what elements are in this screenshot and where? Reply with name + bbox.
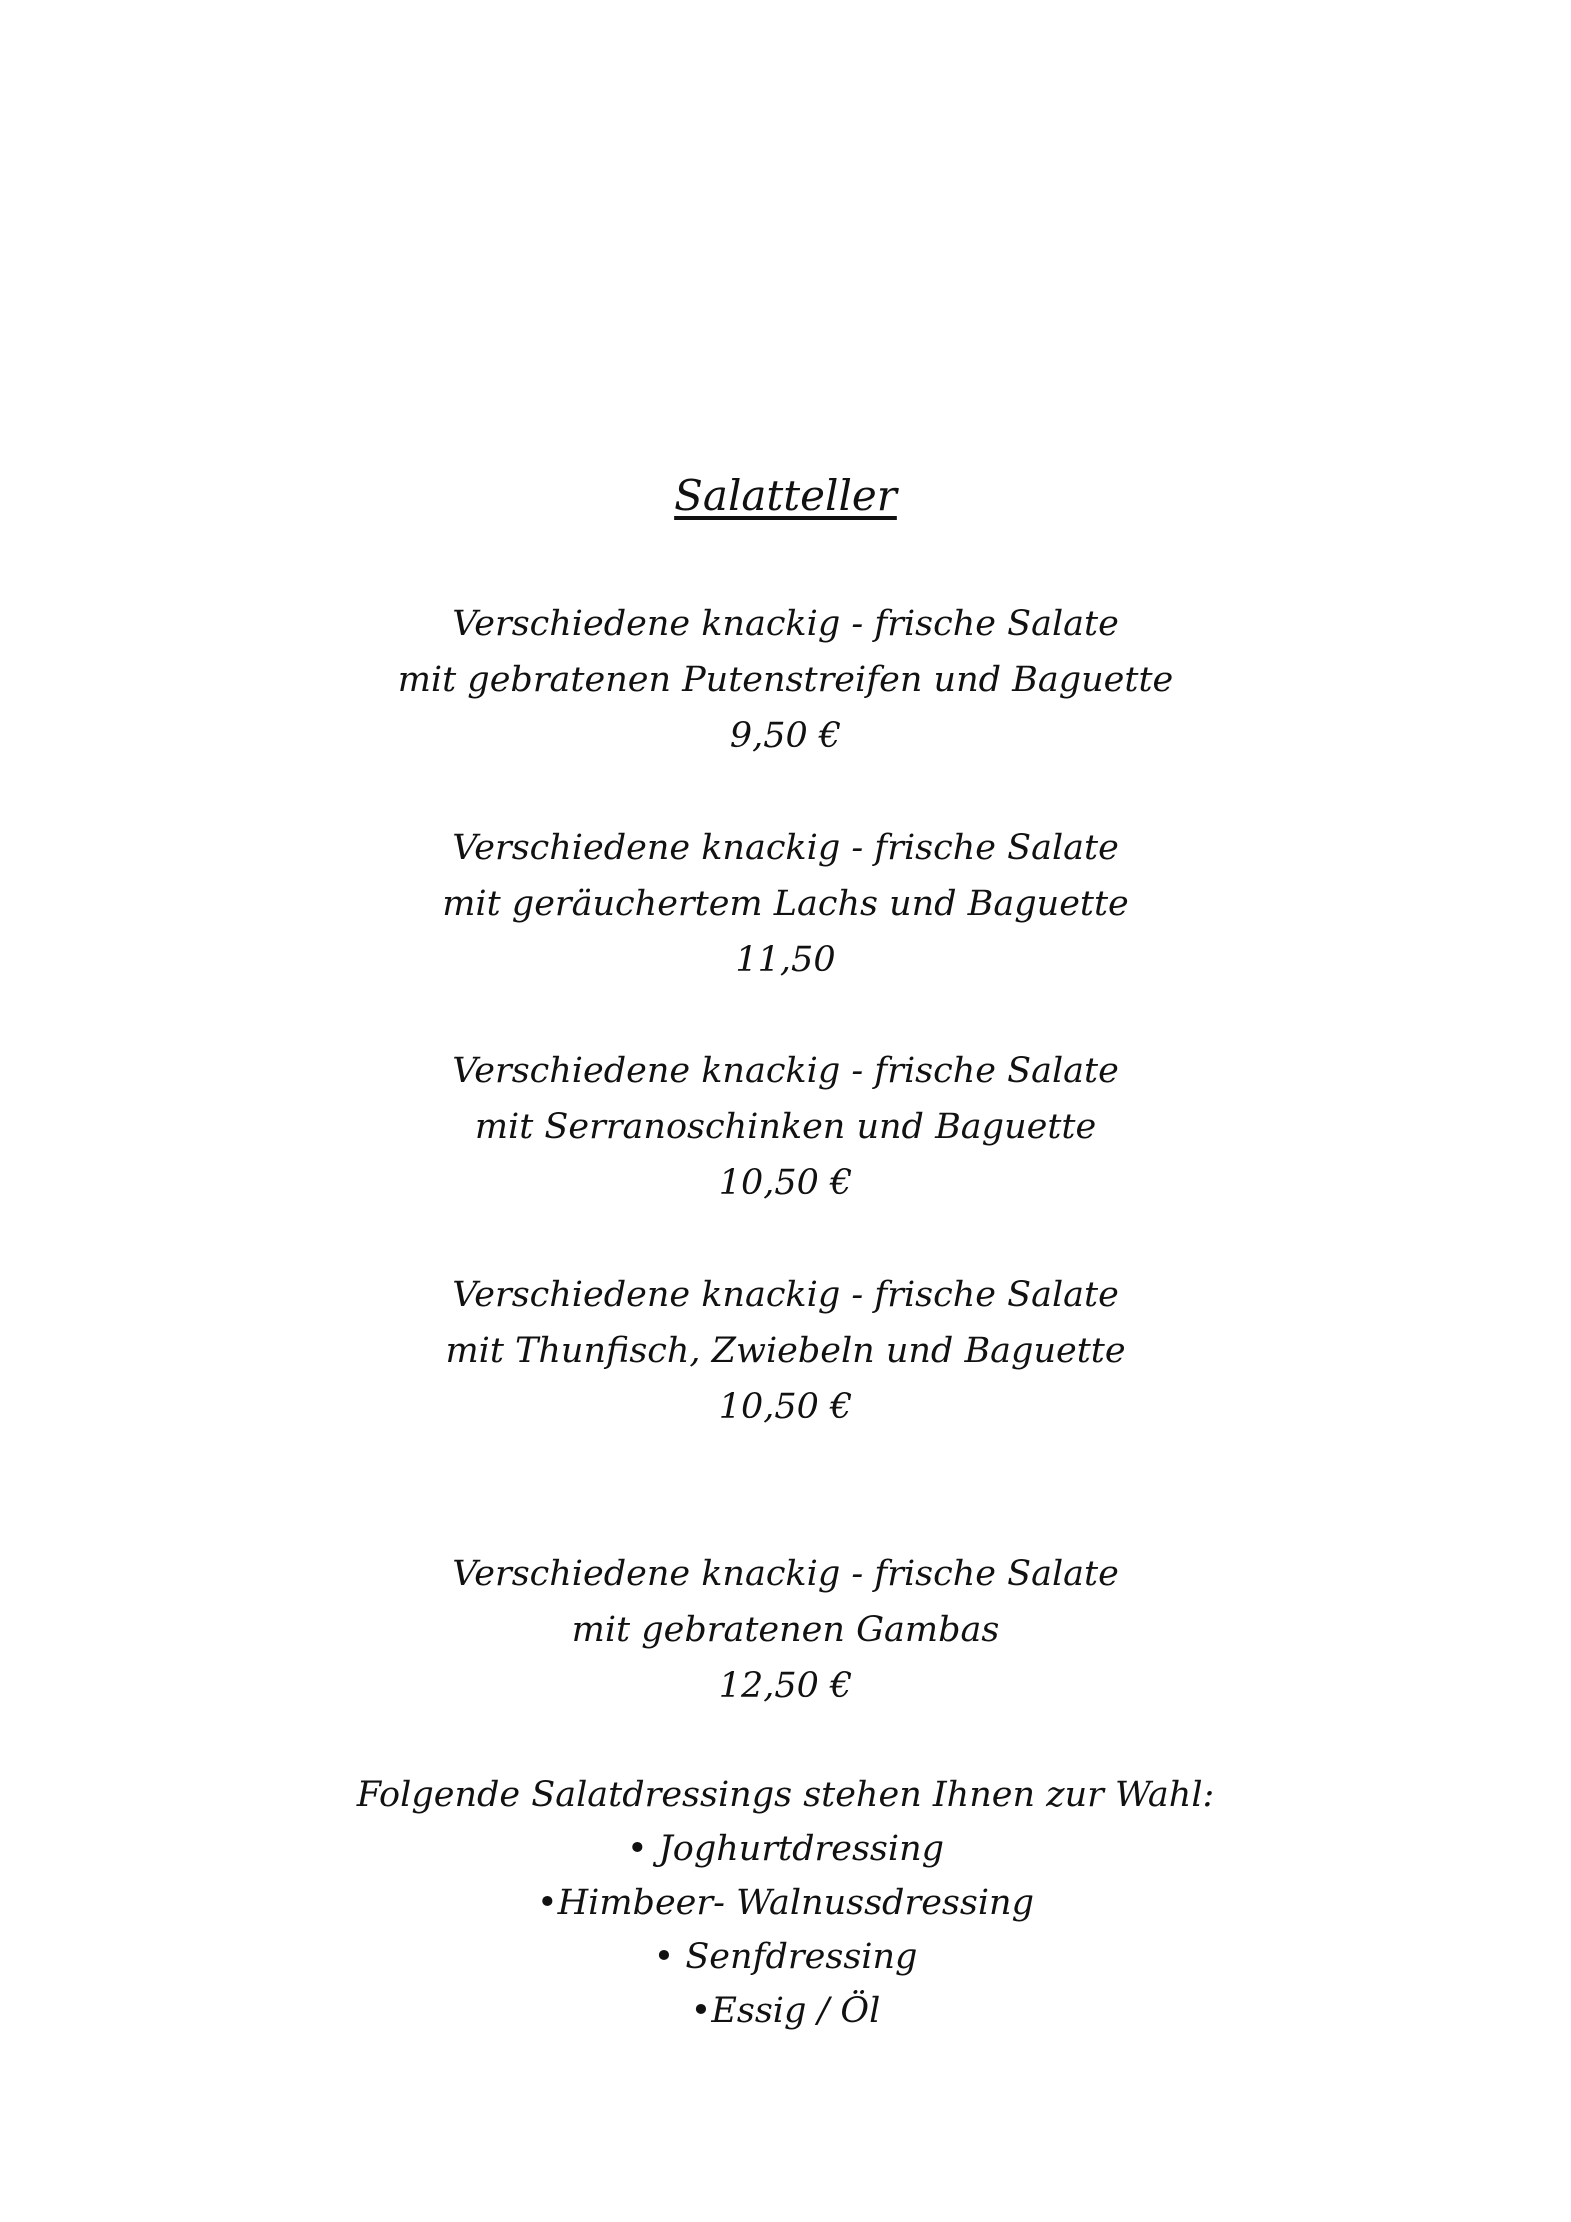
dressing-option: •Essig / Öl [690,1991,881,2031]
item-detail: mit gebratenen Putenstreifen und Baguette [397,660,1174,700]
item-detail: mit Thunfisch, Zwiebeln und Baguette [445,1331,1126,1371]
menu-title: Salatteller [674,471,897,520]
dressings-section [0,1768,1571,2038]
dressing-option: •Himbeer- Walnussdressing [537,1883,1034,1923]
dressing-option: • Joghurtdressing [626,1829,945,1869]
item-detail: mit gebratenen Gambas [571,1610,1000,1650]
menu-item [0,1267,1571,1435]
item-description: Verschiedene knackig - frische Salate [452,604,1119,644]
item-description: Verschiedene knackig - frische Salate [452,1554,1119,1594]
item-detail: mit Serranoschinken und Baguette [474,1107,1097,1147]
item-price: 9,50 € [729,716,842,756]
item-description: Verschiedene knackig - frische Salate [452,828,1119,868]
dressings-heading: Folgende Salatdressings stehen Ihnen zur Wahl: [356,1775,1215,1815]
menu-item [0,1043,1571,1211]
item-detail: mit geräuchertem Lachs und Baguette [442,884,1129,924]
item-price: 12,50 € [718,1666,853,1706]
menu-item [0,1546,1571,1714]
menu-item [0,596,1571,764]
item-description: Verschiedene knackig - frische Salate [452,1275,1119,1315]
item-price: 11,50 [735,940,836,980]
item-price: 10,50 € [718,1163,853,1203]
dressing-option: • Senfdressing [653,1937,918,1977]
menu-item [0,820,1571,988]
item-price: 10,50 € [718,1387,853,1427]
item-description: Verschiedene knackig - frische Salate [452,1051,1119,1091]
